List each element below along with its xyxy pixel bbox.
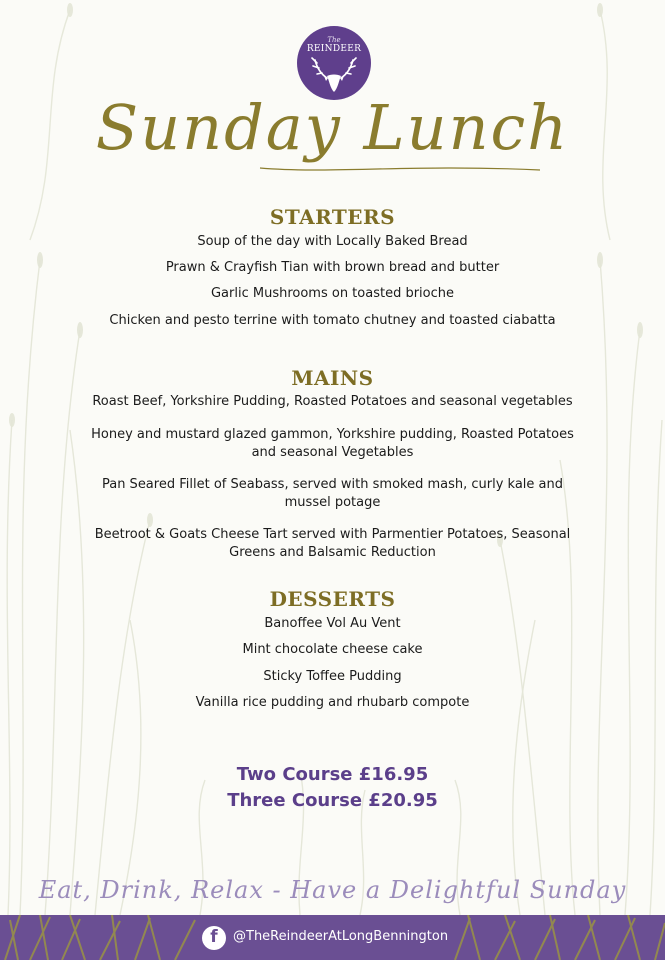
starter-item: Chicken and pesto terrine with tomato chutney and toasted ciabatta [109,313,556,328]
main-item: Roast Beef, Yorkshire Pudding, Roasted Potatoes and seasonal vegetables [92,394,573,409]
facebook-handle[interactable]: @TheReindeerAtLongBennington [233,929,449,944]
facebook-icon[interactable]: f [202,926,226,950]
tagline: Eat, Drink, Relax - Have a Delightful Sunday [38,876,627,904]
dessert-item: Banoffee Vol Au Vent [264,616,401,631]
three-course-price: Three Course £20.95 [227,790,438,811]
mains-heading: MAINS [291,366,374,390]
main-item: Pan Seared Fillet of Seabass, served with smoked mash, curly kale and mussel potage [101,477,564,510]
starters-heading: STARTERS [269,205,396,229]
main-item: Beetroot & Goats Cheese Tart served with Parmentier Potatoes, Seasonal Greens and Balsamic Reduction [94,527,571,560]
title-flourish [250,162,550,176]
dessert-item: Vanilla rice pudding and rhubarb compote [195,695,470,710]
main-item: Honey and mustard glazed gammon, Yorkshire pudding, Roasted Potatoes and seasonal Vegetables [91,427,574,460]
footer-band [0,915,665,960]
desserts-heading: DESSERTS [269,587,396,611]
dessert-item: Mint chocolate cheese cake [242,642,423,657]
logo-prefix: The [327,36,341,44]
logo-name: REINDEER [306,44,362,54]
two-course-price: Two Course £16.95 [236,764,429,785]
dessert-item: Sticky Toffee Pudding [263,669,402,684]
page-title: Sunday Lunch [95,91,570,164]
starter-item: Prawn & Crayfish Tian with brown bread and butter [165,260,500,275]
starter-item: Garlic Mushrooms on toasted brioche [210,286,455,301]
starter-item: Soup of the day with Locally Baked Bread [197,234,468,249]
